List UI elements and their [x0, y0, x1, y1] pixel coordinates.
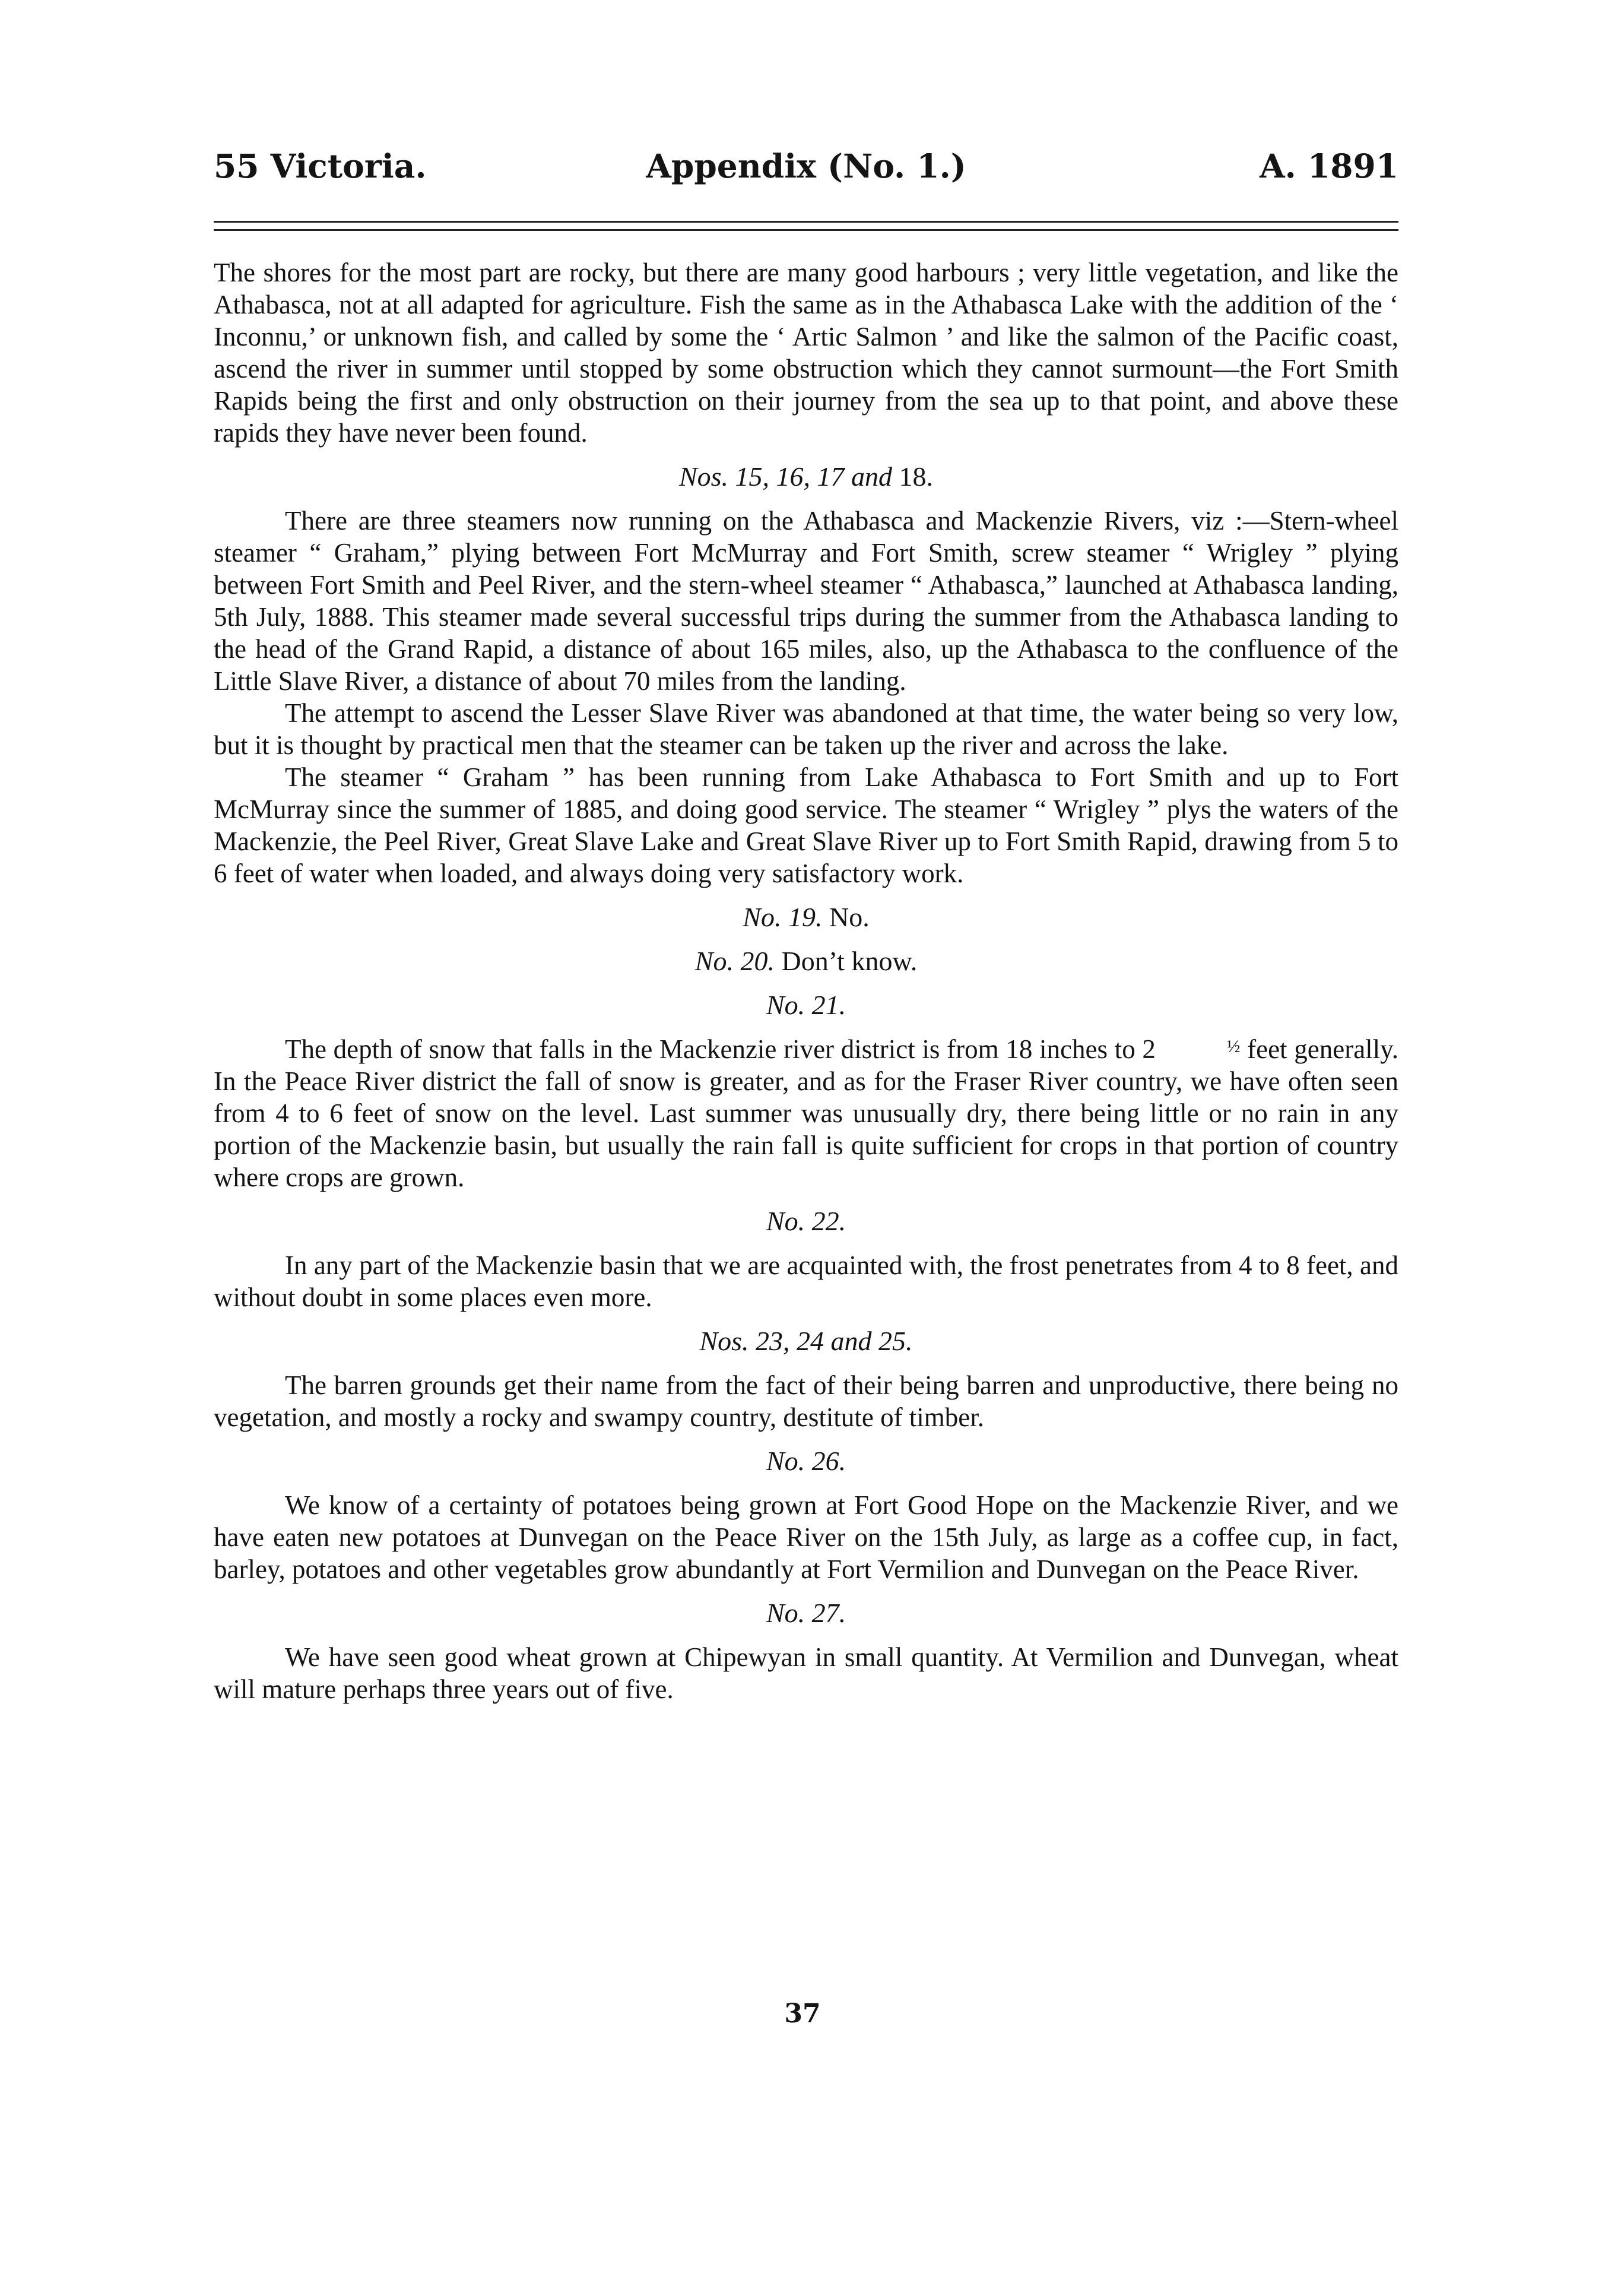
- paragraph-graham-wrigley: The steamer “ Graham ” has been running from Lake Athabasca to Fort Smith and up to Fort McMurray since the summer of 1885, and doing good service. The steamer “ Wrigley ” plys the waters of the Mackenzie, the Peel River, Great Slave Lake and Great Slave River up to Fort Smith Rapid, drawing from 5 to 6 feet of water when loaded, and always doing very satisfactory work.: [214, 762, 1398, 888]
- section-heading-19: [214, 901, 1398, 933]
- page-body: [214, 256, 1398, 1705]
- heading-label: No. 21.: [766, 990, 846, 1020]
- paragraph-lesser-slave: The attempt to ascend the Lesser Slave River was abandoned at that time, the water being so very low, but it is thought by practical men that the steamer can be taken up the river and across the lake.: [214, 698, 1398, 760]
- section-heading-20: [214, 945, 1398, 977]
- snow-text-end: feet generally. In the Peace River district the fall of snow is greater, and as for the Fraser River country, we have often seen from 4 to 6 feet of snow on the level. Last summer was unusually dry, there being little or no rain in any portion of the Mackenzie basin, but usually the rain fall is quite sufficient for crops in that portion of country where crops are grown.: [214, 1034, 1399, 1192]
- section-heading-22: [214, 1205, 1398, 1237]
- paragraph-shores: The shores for the most part are rocky, but there are many good harbours ; very little vegetation, and like the Athabasca, not at all adapted for agriculture. Fish the same as in the Athabasca Lake with the addition of the ‘ Inconnu,’ or unknown fish, and called by some the ‘ Artic Salmon ’ and like the salmon of the Pacific coast, ascend the river in summer until stopped by some obstruction which they cannot surmount—the Fort Smith Rapids being the first and only obstruction on their journey from the sea up to that point, and above these rapids they have never been found.: [214, 258, 1398, 448]
- paragraph-steamers: There are three steamers now running on the Athabasca and Mackenzie Rivers, viz :—Stern-wheel steamer “ Graham,” plying between Fort McMurray and Fort Smith, screw steamer “ Wrigley ” plying between Fort Smith and Peel River, and the stern-wheel steamer “ Athabasca,” launched at Athabasca landing, 5th July, 1888. This steamer made several successful trips during the summer from the Athabasca landing to the head of the Grand Rapid, a distance of about 165 miles, also, up the Athabasca to the confluence of the Little Slave River, a distance of about 70 miles from the landing.: [214, 506, 1398, 696]
- heading-label: No. 27.: [766, 1598, 846, 1628]
- heading-label: Nos. 23, 24 and 25.: [699, 1326, 913, 1356]
- heading-answer: No.: [829, 902, 870, 932]
- heading-answer: Don’t know.: [781, 946, 918, 976]
- page-number: 37: [784, 1999, 821, 2029]
- snow-text-start: The depth of snow that falls in the Mackenzie river district is from 18 inches to 2: [285, 1034, 1156, 1064]
- heading-label: No. 22.: [766, 1206, 846, 1236]
- heading-number: 18.: [899, 461, 934, 492]
- heading-label: Nos. 15, 16, 17 and: [678, 461, 893, 492]
- section-heading-27: [214, 1597, 1398, 1629]
- paragraph-barren-grounds: The barren grounds get their name from the fact of their being barren and unproductive, there being no vegetation, and mostly a rocky and swampy country, destitute of timber.: [214, 1370, 1398, 1432]
- header-rule-top: [214, 221, 1398, 223]
- section-heading-26: [214, 1445, 1398, 1477]
- heading-label: No. 19.: [743, 902, 823, 932]
- page-header: [214, 142, 1398, 190]
- heading-label: No. 20.: [694, 946, 775, 976]
- paragraph-snow: [214, 1033, 1398, 1193]
- paragraph-potatoes: We know of a certainty of potatoes being grown at Fort Good Hope on the Mackenzie River, and we have eaten new potatoes at Dunvegan on the Peace River on the 15th July, as large as a coffee cup, in fact, barley, potatoes and other vegetables grow abundantly at Fort Vermilion and Dunvegan on the Peace River.: [214, 1490, 1398, 1584]
- section-heading-15-18: [214, 461, 1398, 493]
- paragraph-frost: In any part of the Mackenzie basin that we are acquainted with, the frost penetrates from 4 to 8 feet, and without doubt in some places even more.: [214, 1250, 1398, 1312]
- fraction-half: ½: [1226, 1036, 1241, 1056]
- header-appendix: Appendix (No. 1.): [646, 147, 966, 185]
- heading-label: No. 26.: [766, 1446, 846, 1476]
- section-heading-21: [214, 989, 1398, 1021]
- header-session: 55 Victoria.: [214, 147, 427, 185]
- paragraph-wheat: We have seen good wheat grown at Chipewyan in small quantity. At Vermilion and Dunvegan, wheat will mature perhaps three years out of five.: [214, 1642, 1398, 1704]
- section-heading-23-25: [214, 1325, 1398, 1357]
- header-year: A. 1891: [1259, 147, 1398, 185]
- header-rule-bottom: [214, 229, 1398, 231]
